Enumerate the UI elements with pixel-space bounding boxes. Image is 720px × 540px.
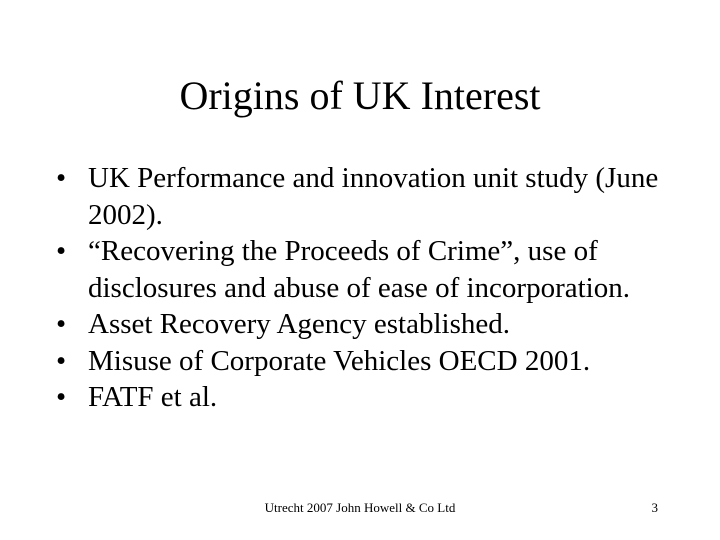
list-item: [56, 343, 676, 380]
bullet-icon: •: [56, 381, 67, 413]
bullet-text: Misuse of Corporate Vehicles OECD 2001.: [88, 344, 591, 377]
bullet-icon: •: [56, 162, 67, 194]
bullet-text: FATF et al.: [88, 381, 218, 413]
bullet-icon: •: [56, 235, 67, 267]
bullet-text: “Recovering the Proceeds of Crime”, use of disclosures and abuse of ease of incorporation.: [88, 235, 630, 304]
bullet-text: UK Performance and innovation unit study (June 2002).: [88, 162, 659, 231]
list-item: [56, 379, 676, 416]
slide-title: Origins of UK Interest: [179, 73, 541, 118]
bullet-icon: •: [56, 308, 67, 340]
list-item: [56, 233, 676, 306]
list-item: [56, 160, 676, 233]
page-number: 3: [651, 500, 658, 515]
bullet-icon: •: [56, 344, 67, 377]
bullet-text: Asset Recovery Agency established.: [88, 308, 511, 340]
footer-text: Utrecht 2007 John Howell & Co Ltd: [264, 500, 456, 515]
list-item: [56, 306, 676, 343]
bullet-list: [56, 160, 676, 416]
